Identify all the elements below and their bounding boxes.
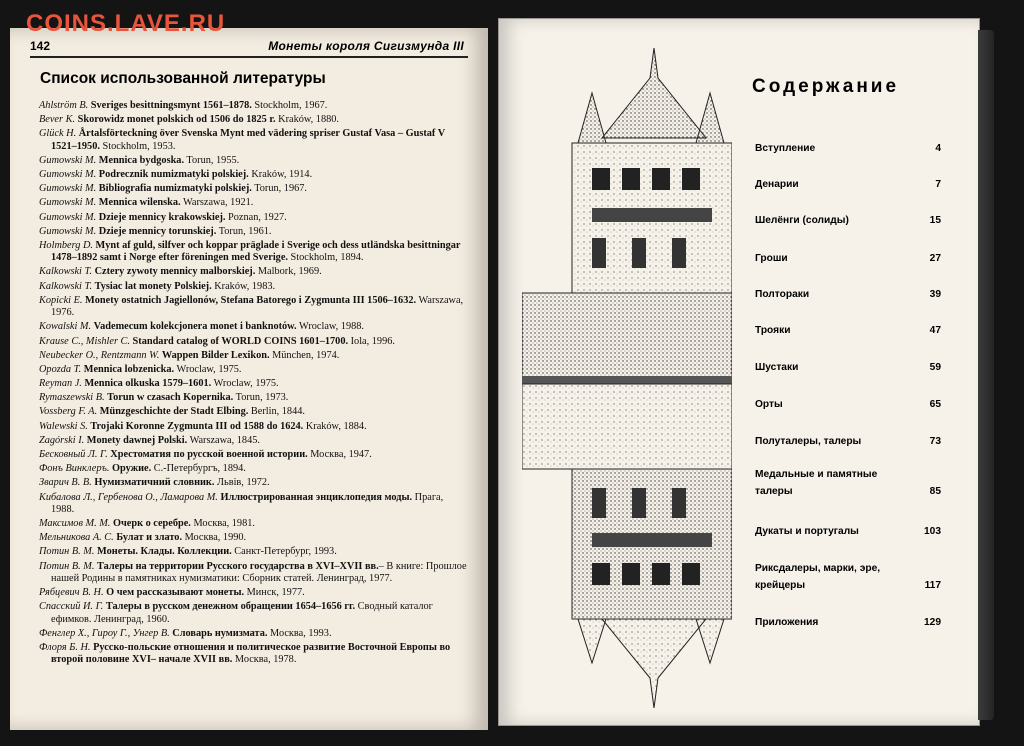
bibliography-entry [39, 642, 467, 667]
entry-publication: Минск, 1977. [244, 587, 305, 599]
bibliography-entry [39, 336, 467, 348]
entry-title: Monety ostatnich Jagiellonów, Stefana Batorego i Zygmunta III 1506–1632. [85, 294, 417, 306]
entry-author: Gumowski M. [39, 169, 97, 181]
entry-title: Cztery zywoty mennicy malborskiej. [94, 266, 256, 278]
bibliography-entry [39, 406, 467, 418]
entry-publication: Torun, 1961. [216, 225, 272, 237]
entry-author: Рябцевич В. Н. [39, 587, 104, 599]
toc-item-page: 85 [929, 486, 941, 497]
entry-author: Фонъ Винклеръ. [39, 463, 110, 475]
entry-author: Bever K. [39, 114, 76, 126]
toc-item-page: 39 [929, 289, 941, 300]
bibliography-entry [39, 114, 467, 126]
bibliography-entry [39, 197, 467, 209]
bibliography-entry [39, 449, 467, 461]
bibliography-entry [39, 378, 467, 390]
toc-item-label: Медальные и памятные талеры [755, 469, 878, 497]
entry-publication: Kraków, 1880. [275, 114, 339, 126]
entry-author: Kowalski M. [39, 321, 92, 333]
entry-title: Skorowidz monet polskich od 1506 do 1825 r. [77, 114, 276, 126]
toc-item-label: Денарии [755, 179, 799, 190]
entry-title: Нумизматичний словник. [94, 477, 215, 489]
entry-publication: Stockholm, 1953. [99, 140, 176, 152]
toc-item-label: Вступление [755, 143, 816, 154]
entry-title: Sveriges besittningsmynt 1561–1878. [90, 100, 252, 111]
entry-title: Монеты. Клады. Коллекции. [97, 546, 232, 558]
entry-author: Glück H. [39, 128, 77, 140]
entry-author: Holmberg D. [39, 239, 93, 251]
entry-title: Torun w czasach Kopernika. [107, 392, 234, 404]
entry-publication: Москва, 1993. [267, 627, 332, 639]
entry-author: Потин В. М. [39, 560, 95, 572]
bibliography-entry [39, 212, 467, 224]
entry-title: Оружие. [112, 463, 152, 475]
entry-publication: Wroclaw, 1975. [211, 378, 279, 390]
toc-item-page: 65 [929, 399, 941, 410]
entry-author: Kopicki E. [39, 294, 83, 306]
toc-item-label: Приложения [755, 617, 819, 628]
header-title: Монеты короля Сигизмунда III [268, 39, 464, 53]
bibliography-entry [39, 169, 467, 181]
book-cover-edge [978, 30, 994, 720]
toc-item [755, 250, 945, 267]
toc-item-page: 4 [935, 143, 941, 154]
entry-title: Münzgeschichte der Stadt Elbing. [99, 406, 249, 418]
entry-publication: Warszawa, 1845. [187, 434, 260, 446]
entry-publication: Stockholm, 1894. [287, 252, 364, 264]
entry-publication: Torun, 1967. [251, 183, 307, 195]
bibliography-entry [39, 492, 467, 517]
toc-item [755, 523, 945, 540]
entry-author: Rymaszewski B. [39, 392, 105, 404]
entry-title: Trojaki Koronne Zygmunta III od 1588 do 1624. [90, 420, 304, 432]
entry-title: Талеры в русском денежном обращении 1654–1656 гг. [105, 601, 356, 613]
entry-publication: Kraków, 1914. [248, 169, 313, 181]
toc-item [755, 359, 945, 376]
bibliography-list [39, 100, 467, 668]
entry-author: Neubecker O., Rentzmann W. [39, 349, 160, 361]
entry-publication: Torun, 1955. [184, 154, 240, 166]
bibliography-title: Список использованной литературы [40, 70, 326, 87]
entry-author: Ahlström B. [39, 100, 89, 111]
bibliography-entry [39, 155, 467, 167]
bibliography-entry [39, 364, 467, 376]
entry-publication: Warszawa, 1976. [51, 294, 464, 319]
toc-item [755, 322, 945, 339]
toc-item-page: 129 [924, 617, 941, 628]
entry-title: Талеры на территории Русского государства в XVI–XVII вв. [97, 560, 379, 572]
entry-publication: Москва, 1978. [232, 654, 297, 666]
entry-publication: Warszawa, 1921. [180, 197, 254, 209]
bibliography-entry [39, 281, 467, 293]
toc-item-label: Шустаки [755, 362, 799, 373]
bibliography-entry [39, 601, 467, 626]
entry-title: Dzieje mennicy krakowskiej. [98, 211, 226, 223]
entry-author: Gumowski M. [39, 211, 97, 223]
page-number: 142 [30, 39, 51, 53]
entry-author: Спасский И. Г. [39, 601, 104, 613]
entry-publication: Berlin, 1844. [248, 406, 305, 418]
entry-title: Иллюстрированная энциклопедия моды. [220, 491, 413, 503]
entry-title: Vademecum kolekcjonera monet i banknotów. [93, 321, 297, 333]
bibliography-entry [39, 392, 467, 404]
entry-author: Vossberg F. A. [39, 406, 98, 418]
toc-item-label: Шелёнги (солиды) [755, 215, 849, 226]
toc-item-page: 117 [924, 580, 941, 591]
entry-author: Kalkowski T. [39, 266, 93, 278]
toc-item [755, 286, 945, 303]
toc-item-page: 7 [935, 179, 941, 190]
toc-item-label: Гроши [755, 253, 788, 264]
toc-item [755, 140, 945, 157]
entry-author: Мельникова А. С. [39, 532, 114, 544]
entry-author: Максимов М. М. [39, 518, 111, 530]
entry-title: Очерк о серебре. [112, 518, 191, 530]
entry-author: Gumowski M. [39, 225, 97, 237]
entry-title: Tysiac lat monety Polskiej. [94, 280, 212, 292]
entry-publication: Malbork, 1969. [255, 266, 322, 278]
bibliography-entry [39, 435, 467, 447]
toc-item [755, 560, 945, 594]
toc-item-page: 59 [929, 362, 941, 373]
entry-publication: Москва, 1947. [307, 449, 372, 461]
toc-item [755, 614, 945, 631]
entry-author: Opozda T. [39, 363, 82, 375]
bibliography-entry [39, 628, 467, 640]
watermark: COINS.LAVE.RU [26, 10, 226, 37]
toc-item [755, 466, 945, 500]
bibliography-entry [39, 518, 467, 530]
entry-publication: Москва, 1981. [190, 518, 255, 530]
toc-item [755, 212, 945, 229]
entry-author: Зварич В. В. [39, 477, 92, 489]
bibliography-entry [39, 546, 467, 558]
entry-title: Mennica bydgoska. [98, 154, 185, 166]
bibliography-entry [39, 240, 467, 265]
entry-title: Словарь нумизмата. [172, 627, 268, 639]
bibliography-entry [39, 295, 467, 320]
toc-item-page: 27 [929, 253, 941, 264]
entry-title: Булат и злато. [116, 532, 183, 544]
entry-title: Bibliografia numizmatyki polskiej. [98, 183, 252, 195]
toc-item [755, 396, 945, 413]
entry-publication: Kraków, 1983. [211, 280, 276, 292]
entry-publication: Poznan, 1927. [225, 211, 287, 223]
bibliography-entry [39, 463, 467, 475]
entry-author: Reyman J. [39, 378, 82, 390]
entry-title: Mynt af guld, silfver och koppar präglade i Sverige och dess utländska besittningar 1478–1892 samt i Norge efter föreningen med Sverige. [51, 239, 461, 264]
entry-title: Monety dawnej Polski. [86, 434, 188, 446]
entry-title: Standard catalog of WORLD COINS 1601–1700. [132, 335, 349, 347]
bibliography-entry [39, 266, 467, 278]
running-header [30, 38, 468, 58]
entry-publication: Москва, 1990. [182, 532, 247, 544]
entry-author: Кибалова Л., Гербенова О., Ламарова М. [39, 491, 218, 503]
toc-item-label: Орты [755, 399, 783, 410]
toc-item [755, 176, 945, 193]
castle-illustration [522, 48, 732, 708]
entry-title: Mennica wilenska. [98, 197, 181, 209]
entry-author: Walewski S. [39, 420, 88, 432]
toc-title: Содержание [752, 76, 900, 97]
entry-publication: Wroclaw, 1988. [296, 321, 364, 333]
entry-publication: Сводный каталог ефимков. Ленинград, 1960. [51, 601, 433, 625]
bibliography-entry [39, 100, 467, 112]
entry-publication: Iola, 1996. [348, 335, 395, 347]
entry-title: О чем рассказывают монеты. [106, 587, 245, 599]
entry-title: Wappen Bilder Lexikon. [161, 349, 270, 361]
entry-publication: Санкт-Петербург, 1993. [231, 546, 337, 558]
bibliography-entry [39, 321, 467, 333]
bibliography-entry [39, 421, 467, 433]
toc-item-page: 103 [924, 526, 941, 537]
entry-publication: Stockholm, 1967. [251, 100, 328, 111]
entry-author: Потин В. М. [39, 546, 95, 558]
toc-item [755, 433, 945, 450]
entry-title: Mennica olkuska 1579–1601. [84, 378, 212, 390]
entry-title: Mennica lobzenicka. [83, 363, 175, 375]
entry-title: Хрестоматия по русской военной истории. [110, 449, 308, 461]
entry-publication: Kraków, 1884. [303, 420, 367, 432]
entry-title: Русско-польские отношения и политическое развитие Восточной Европы во второй половине XVI– начале XVII вв. [51, 641, 451, 666]
bibliography-entry [39, 587, 467, 599]
toc-item-page: 15 [929, 215, 941, 226]
entry-publication: Прага, 1988. [51, 491, 444, 515]
entry-title: Podrecznik numizmatyki polskiej. [98, 169, 249, 181]
entry-publication: С.-Петербургъ, 1894. [151, 463, 246, 475]
entry-author: Krause C., Mishler C. [39, 335, 130, 347]
entry-author: Gumowski M. [39, 183, 97, 195]
bibliography-entry [39, 183, 467, 195]
entry-author: Gumowski M. [39, 197, 97, 209]
toc-item-label: Дукаты и португалы [755, 526, 859, 537]
entry-author: Бесковный Л. Г. [39, 449, 108, 461]
bibliography-entry [39, 561, 467, 586]
bibliography-entry [39, 532, 467, 544]
bibliography-entry [39, 477, 467, 489]
entry-publication: Wroclaw, 1975. [174, 363, 242, 375]
entry-author: Gumowski M. [39, 154, 97, 166]
bibliography-entry [39, 128, 467, 153]
entry-title: Dzieje mennicy torunskiej. [98, 225, 217, 237]
entry-publication: – В книге: Прошлое нашей Родины в памятниках нумизматики: Сборник статей. Ленинград, 1977. [51, 560, 467, 584]
entry-author: Фенглер Х., Гироу Г., Унгер В. [39, 627, 170, 639]
entry-title: Årtalsförteckning över Svenska Mynt med vädering spriser Gustaf Vasa – Gustaf V 1521–1950. [51, 128, 445, 152]
entry-publication: München, 1974. [269, 349, 340, 361]
toc-item-page: 47 [929, 325, 941, 336]
entry-author: Флоря Б. Н. [39, 641, 91, 653]
entry-publication: Torun, 1973. [233, 392, 289, 404]
toc-item-label: Трояки [755, 325, 791, 336]
entry-publication: Львів, 1972. [214, 477, 270, 489]
bibliography-entry [39, 350, 467, 362]
bibliography-entry [39, 226, 467, 238]
toc-item-label: Полтораки [755, 289, 810, 300]
toc-item-label: Полуталеры, талеры [755, 436, 862, 447]
toc-item-label: Риксдалеры, марки, эре, крейцеры [755, 563, 881, 591]
entry-author: Zagórski I. [39, 434, 85, 446]
toc-item-page: 73 [929, 436, 941, 447]
entry-author: Kalkowski T. [39, 280, 93, 292]
